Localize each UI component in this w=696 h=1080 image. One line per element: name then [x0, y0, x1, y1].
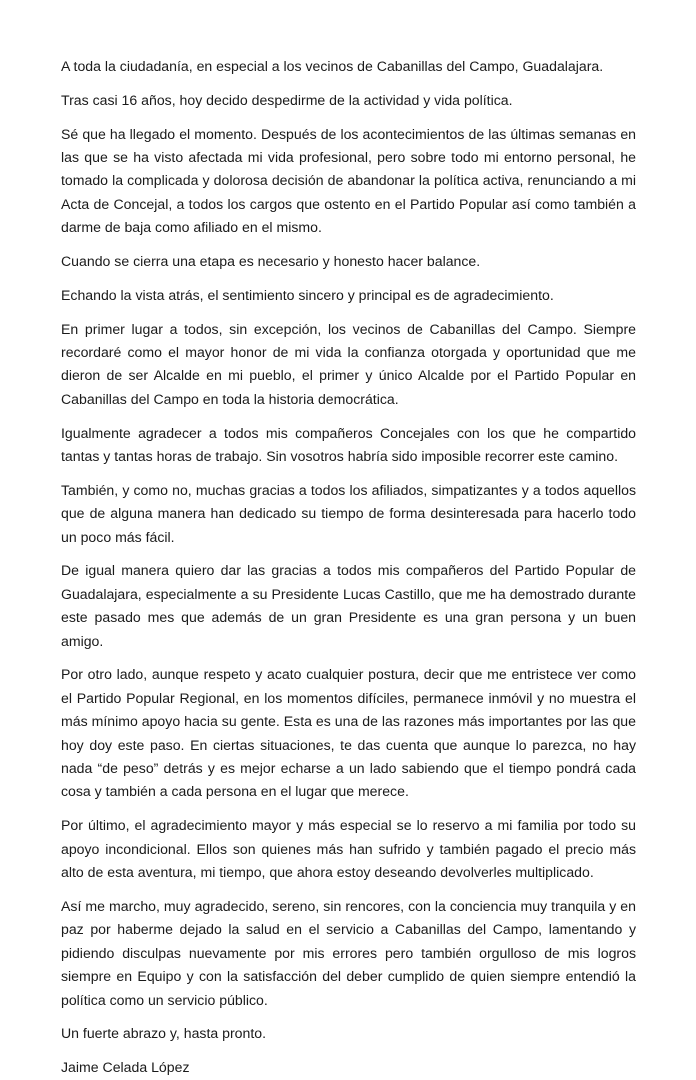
letter-paragraph: Tras casi 16 años, hoy decido despedirme de la actividad y vida política.: [61, 91, 513, 108]
letter-paragraph: Cuando se cierra una etapa es necesario y honesto hacer balance.: [61, 253, 481, 270]
letter-paragraph: Igualmente agradecer a todos mis compañeros Concejales con los que he compartido tantas y tantas horas de trabajo. Sin vosotros habría sido imposible recorrer este camino.: [61, 424, 636, 465]
letter-closing: Un fuerte abrazo y, hasta pronto.: [61, 1025, 266, 1042]
letter-paragraph: De igual manera quiero dar las gracias a todos mis compañeros del Partido Popular de Guadalajara, especialmente a su Presidente Lucas Castillo, que me ha demostrado durante este pasado mes que además de un gran Presidente es una gran persona y un buen amigo.: [61, 562, 636, 649]
letter-paragraph: Echando la vista atrás, el sentimiento sincero y principal es de agradecimiento.: [61, 286, 554, 303]
letter-greeting: A toda la ciudadanía, en especial a los vecinos de Cabanillas del Campo, Guadalajara.: [61, 58, 604, 74]
letter-paragraph: También, y como no, muchas gracias a todos los afiliados, simpatizantes y a todos aquellos que de alguna manera han dedicado su tiempo de forma desinteresada para hacerlo todo un poco más fácil.: [61, 481, 636, 545]
letter-paragraph: Sé que ha llegado el momento. Después de los acontecimientos de las últimas semanas en las que se ha visto afectada mi vida profesional, pero sobre todo mi entorno personal, he tomado la complicada y dolorosa decisión de abandonar la política activa, renunciando a mi Acta de Concejal, a todos los cargos que ostento en el Partido Popular así como también a darme de baja como afiliado en el mismo.: [61, 125, 636, 236]
letter-paragraph: Por otro lado, aunque respeto y acato cualquier postura, decir que me entristece ver como el Partido Popular Regional, en los momentos difíciles, permanece inmóvil y no muestra el más mínimo apoyo hacia su gente. Esta es una de las razones más importantes por las que hoy doy este paso. En ciertas situaciones, te das cuenta que aunque lo parezca, no hay nada “de peso” detrás y es mejor echarse a un lado sabiendo que el tiempo pondrá cada cosa y también a cada persona en el lugar que merece.: [61, 666, 636, 800]
letter-paragraph: En primer lugar a todos, sin excepción, los vecinos de Cabanillas del Campo. Siempre recordaré como el mayor honor de mi vida la confianza otorgada y oportunidad que me dieron de ser Alcalde en mi pueblo, el primer y único Alcalde por el Partido Popular en Cabanillas del Campo en toda la historia democrática.: [61, 320, 636, 407]
letter-paragraph: Por último, el agradecimiento mayor y más especial se lo reservo a mi familia por todo su apoyo incondicional. Ellos son quienes más han sufrido y también pagado el precio más alto de esta aventura, mi tiempo, que ahora estoy deseando devolverles multiplicado.: [61, 817, 636, 881]
letter-signature: Jaime Celada López: [61, 1059, 190, 1076]
letter-paragraph: Así me marcho, muy agradecido, sereno, sin rencores, con la conciencia muy tranquila y en paz por haberme dejado la salud en el servicio a Cabanillas del Campo, lamentando y pidiendo disculpas nuevamente por mis errores pero también orgulloso de mis logros siempre en Equipo y con la satisfacción del deber cumplido de quien siempre entendió la política como un servicio público.: [61, 897, 636, 1008]
